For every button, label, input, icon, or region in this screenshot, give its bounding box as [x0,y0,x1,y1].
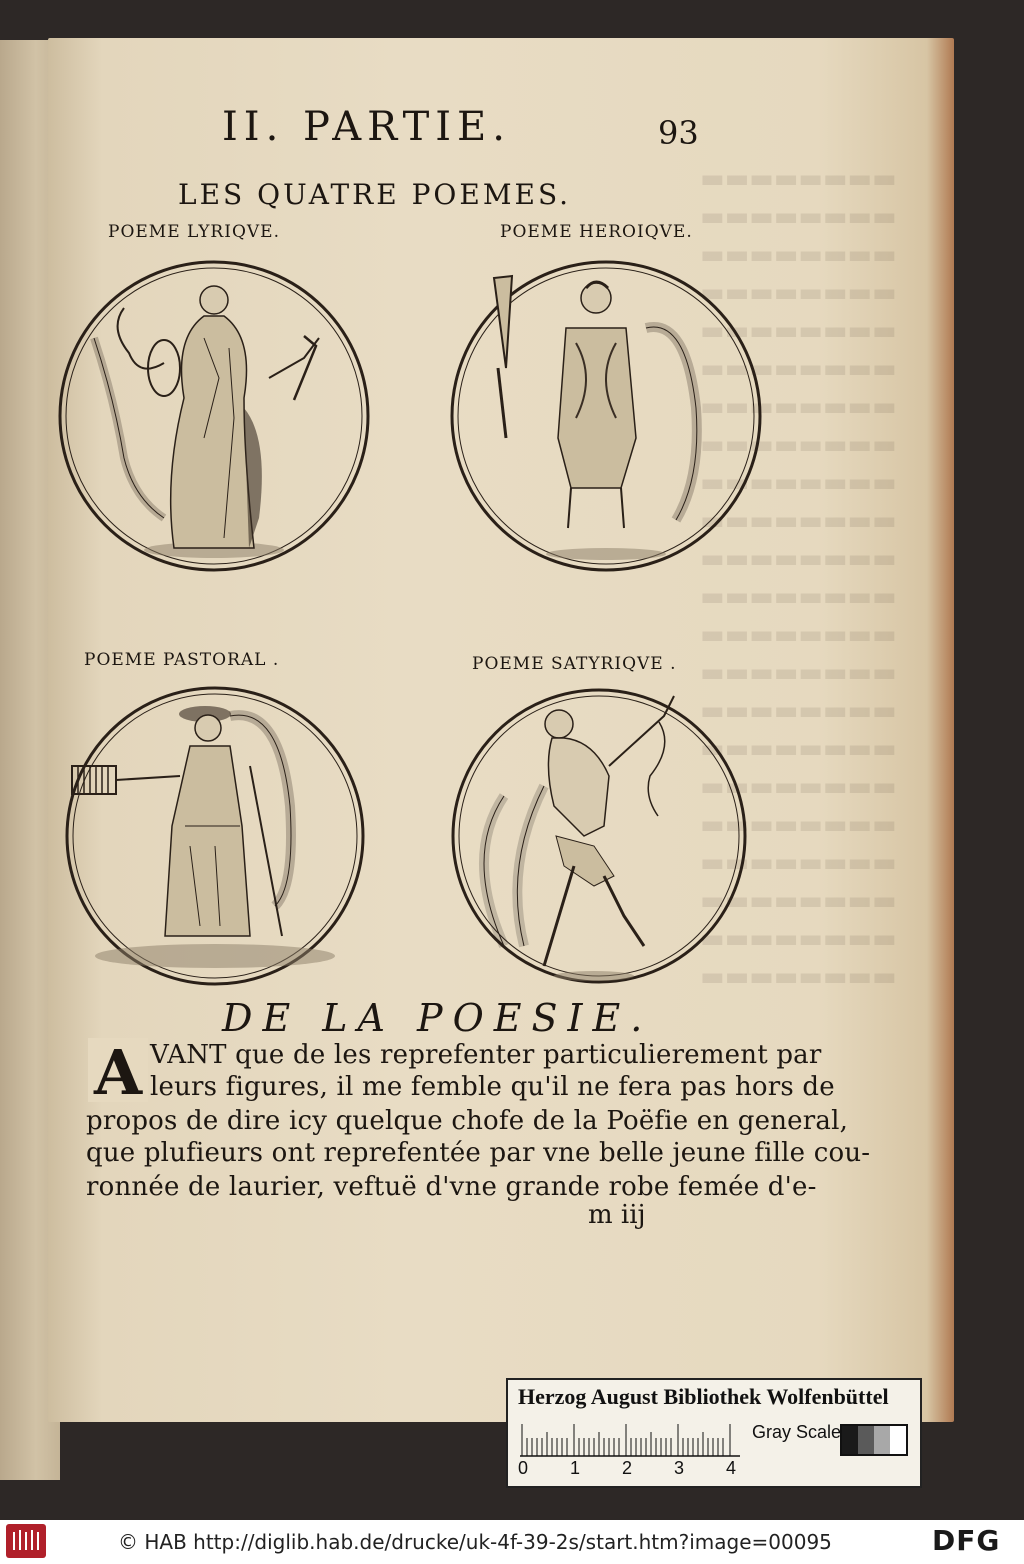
footer-copyright-link[interactable]: © HAB http://diglib.hab.de/drucke/uk-4f-39-2s/start.htm?image=00095 [118,1530,832,1554]
drop-cap [88,1038,148,1102]
gray-scale-label: Gray Scale [752,1422,842,1442]
show-through-text: ▬▬▬▬▬▬▬▬ ▬▬▬▬▬▬▬▬ ▬▬▬▬▬▬▬▬ ▬▬▬▬▬▬▬▬ ▬▬▬▬▬▬▬▬ ▬▬▬▬▬▬▬▬ ▬▬▬▬▬▬▬▬ ▬▬▬▬▬▬▬▬ ▬▬▬▬▬▬▬▬ ▬▬▬▬▬▬▬▬ ▬▬▬▬▬▬▬▬ ▬▬▬▬▬▬▬▬ ▬▬▬▬▬▬▬▬ ▬▬▬▬▬▬▬▬ ▬▬▬▬▬▬▬▬ ▬▬▬▬▬▬▬▬ ▬▬▬▬▬▬▬▬ ▬▬▬▬▬▬▬▬ ▬▬▬▬▬▬▬▬ ▬▬▬▬▬▬▬▬ ▬▬▬▬▬▬▬▬ ▬▬▬▬▬▬▬▬ [700,164,897,992]
signature-mark: m iij [588,1200,646,1230]
caption-lyrique: POEME LYRIQVE. [108,222,280,242]
body-line: ronnée de laurier, veftuë d'vne grande robe femée d'e- [86,1172,817,1202]
library-card-title: Herzog August Bibliothek Wolfenbüttel [518,1384,889,1409]
body-line: propos de dire icy quelque chofe de la Poëfie en general, [86,1106,849,1136]
ruler [520,1420,746,1460]
hab-logo-icon [6,1524,46,1558]
medallion-satyrique [444,686,754,986]
gray-scale-swatches [840,1424,908,1456]
drop-cap-letter: A [93,1038,143,1102]
ruler-number: 3 [674,1458,685,1478]
caption-pastoral: POEME PASTORAL . [84,650,280,670]
library-color-card [506,1378,922,1488]
ruler-number: 4 [726,1458,737,1478]
dfg-logo: DFG [932,1524,1001,1557]
caption-satyrique: POEME SATYRIQVE . [472,654,677,674]
part-heading: II. PARTIE. [222,104,511,150]
body-line: VANT que de les reprefenter particulierement par [150,1040,822,1070]
body-line: que plufieurs ont reprefentée par vne belle jeune fille cou- [86,1138,871,1168]
page-number: 93 [658,114,699,152]
medallion-lyrique [54,258,374,574]
section-title: DE LA POESIE. [222,996,653,1040]
ruler-number: 1 [570,1458,581,1478]
ruler-number: 2 [622,1458,633,1478]
plate-title: LES QUATRE POEMES. [178,178,572,211]
medallion-pastoral [50,686,380,986]
caption-heroique: POEME HEROIQVE. [500,222,693,242]
ruler-number: 0 [518,1458,529,1478]
medallion-heroique [446,258,766,574]
body-line: leurs figures, il me femble qu'il ne fera pas hors de [150,1072,835,1102]
